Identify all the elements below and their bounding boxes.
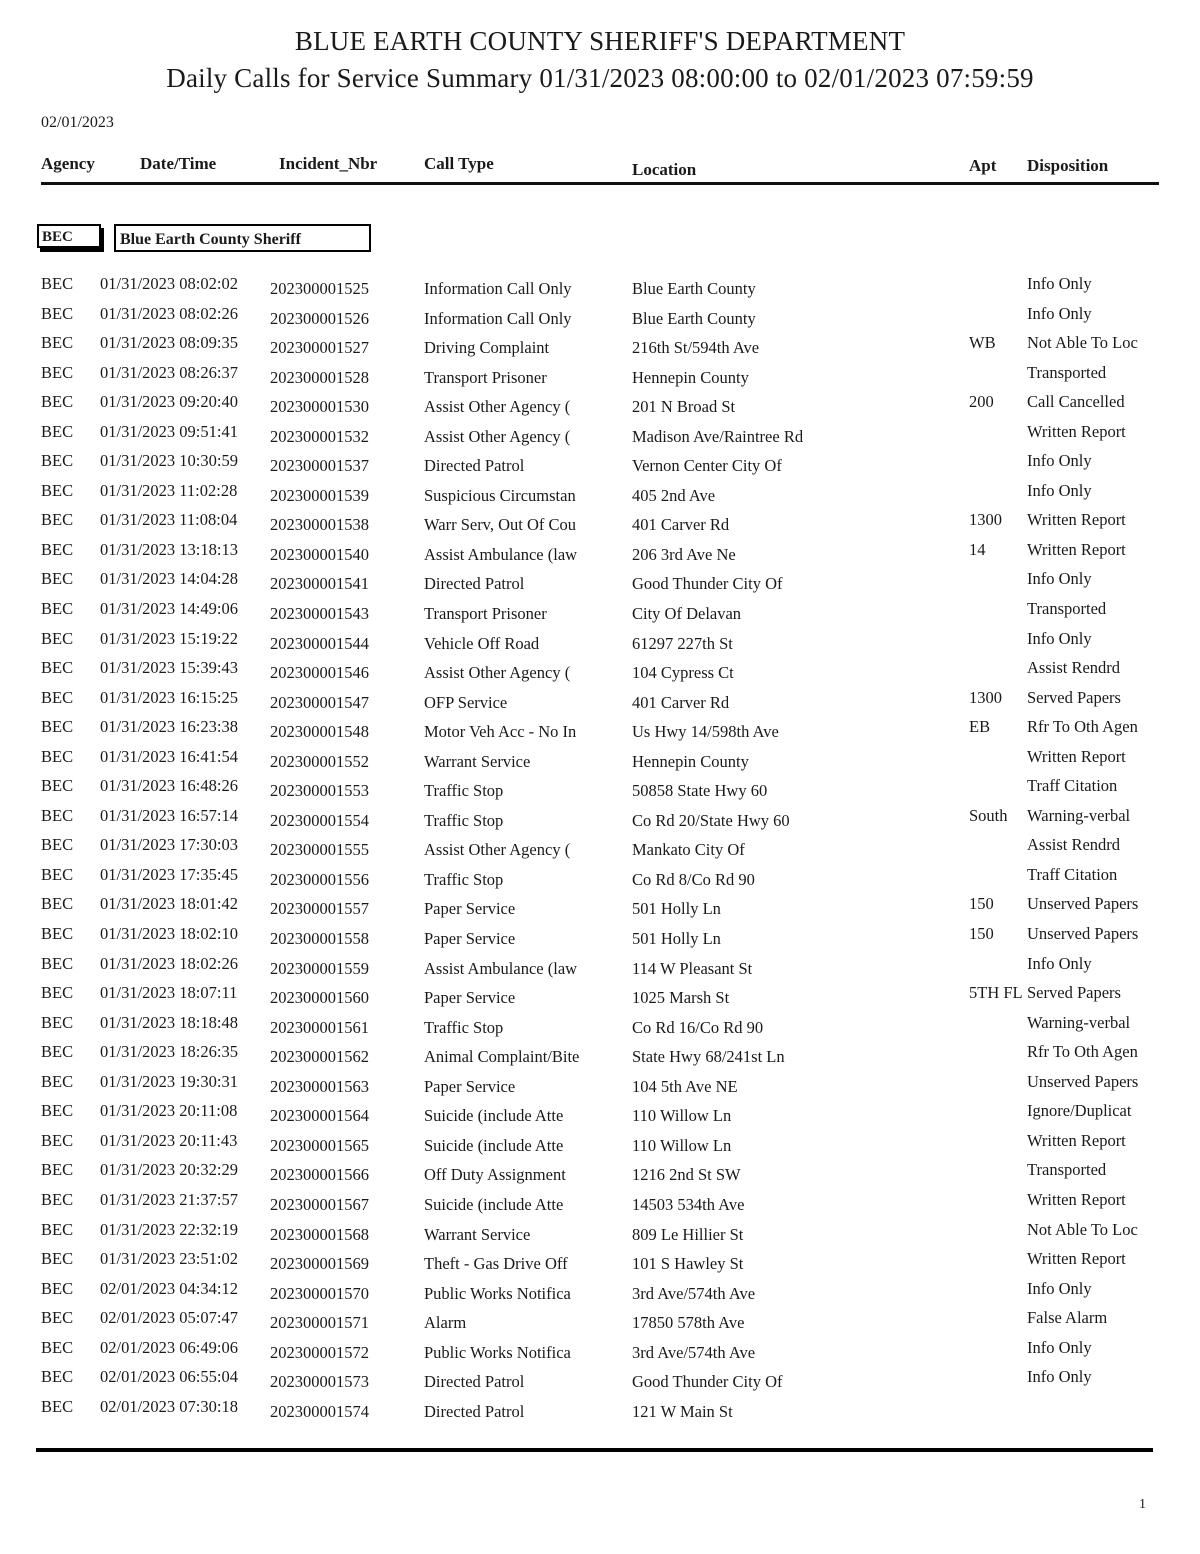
cell-incident: 202300001563 [270, 1076, 369, 1096]
cell-datetime: 01/31/2023 08:26:37 [100, 362, 238, 382]
cell-location: 110 Willow Ln [632, 1106, 732, 1126]
cell-datetime: 01/31/2023 11:08:04 [100, 510, 238, 530]
cell-disposition: Written Report [1027, 421, 1126, 441]
agency-name-box: Blue Earth County Sheriff [114, 224, 371, 252]
cell-disposition: Written Report [1027, 539, 1126, 559]
cell-disposition: Not Able To Loc [1027, 1219, 1138, 1239]
table-row [0, 1131, 1200, 1161]
table-row [0, 658, 1200, 688]
cell-agency: BEC [41, 805, 74, 825]
cell-location: 3rd Ave/574th Ave [632, 1342, 756, 1362]
table-row [0, 1042, 1200, 1072]
cell-disposition: Info Only [1027, 569, 1092, 589]
cell-location: 401 Carver Rd [632, 692, 730, 712]
table-row [0, 510, 1200, 540]
cell-call-type: Assist Other Agency ( [424, 397, 571, 417]
table-row [0, 983, 1200, 1013]
cell-agency: BEC [41, 1160, 74, 1180]
cell-datetime: 01/31/2023 18:02:26 [100, 953, 238, 973]
cell-datetime: 02/01/2023 07:30:18 [100, 1396, 238, 1416]
cell-incident: 202300001528 [270, 367, 369, 387]
cell-datetime: 01/31/2023 22:32:19 [100, 1219, 238, 1239]
cell-location: 809 Le Hillier St [632, 1224, 744, 1244]
footer-divider [36, 1448, 1153, 1452]
cell-agency: BEC [41, 1396, 74, 1416]
table-row [0, 776, 1200, 806]
table-row [0, 1220, 1200, 1250]
cell-datetime: 01/31/2023 23:51:02 [100, 1249, 238, 1269]
cell-datetime: 01/31/2023 08:02:02 [100, 274, 238, 293]
cell-disposition: Not Able To Loc [1027, 333, 1138, 353]
cell-location: Co Rd 8/Co Rd 90 [632, 869, 755, 889]
cell-disposition: Served Papers [1027, 983, 1121, 1003]
cell-disposition: Written Report [1027, 1249, 1126, 1269]
cell-call-type: Directed Patrol [424, 1372, 525, 1392]
cell-disposition: Info Only [1027, 1278, 1092, 1298]
cell-datetime: 01/31/2023 13:18:13 [100, 539, 238, 559]
cell-datetime: 01/31/2023 16:15:25 [100, 687, 238, 707]
cell-datetime: 02/01/2023 04:34:12 [100, 1278, 238, 1298]
table-row [0, 363, 1200, 393]
cell-call-type: Traffic Stop [424, 1017, 504, 1037]
cell-disposition: Unserved Papers [1027, 1071, 1139, 1091]
cell-location: 104 5th Ave NE [632, 1076, 738, 1096]
cell-location: 17850 578th Ave [632, 1313, 745, 1333]
cell-incident: 202300001558 [270, 929, 369, 949]
cell-location: Blue Earth County [632, 279, 756, 298]
cell-agency: BEC [41, 1278, 74, 1298]
cell-incident: 202300001569 [270, 1254, 369, 1274]
cell-call-type: Vehicle Off Road [424, 633, 540, 653]
cell-agency: BEC [41, 1308, 74, 1328]
cell-incident: 202300001566 [270, 1165, 369, 1185]
cell-agency: BEC [41, 274, 74, 293]
cell-agency: BEC [41, 628, 74, 648]
cell-disposition: Assist Rendrd [1027, 835, 1121, 855]
cell-disposition: Unserved Papers [1027, 894, 1139, 914]
cell-disposition: Traff Citation [1027, 864, 1118, 884]
cell-agency: BEC [41, 835, 74, 855]
cell-disposition: Info Only [1027, 480, 1092, 500]
cell-location: Mankato City Of [632, 840, 745, 860]
cell-call-type: Suspicious Circumstan [424, 485, 576, 505]
cell-incident: 202300001552 [270, 751, 369, 771]
header-location: Location [632, 160, 697, 179]
cell-location: 104 Cypress Ct [632, 663, 734, 683]
cell-call-type: Animal Complaint/Bite [424, 1047, 580, 1067]
cell-datetime: 02/01/2023 06:55:04 [100, 1367, 238, 1387]
cell-incident: 202300001554 [270, 810, 369, 830]
cell-call-type: Traffic Stop [424, 810, 504, 830]
cell-disposition: Written Report [1027, 746, 1126, 766]
table-row [0, 1367, 1200, 1397]
cell-location: Hennepin County [632, 751, 749, 771]
table-row [0, 481, 1200, 511]
cell-apt: 1300 [969, 510, 1002, 530]
cell-incident: 202300001573 [270, 1372, 369, 1392]
cell-call-type: Paper Service [424, 988, 516, 1008]
cell-incident: 202300001547 [270, 692, 369, 712]
cell-datetime: 02/01/2023 05:07:47 [100, 1308, 238, 1328]
cell-location: 1216 2nd St SW [632, 1165, 741, 1185]
table-row [0, 392, 1200, 422]
cell-disposition: Info Only [1027, 303, 1092, 323]
table-row [0, 924, 1200, 954]
table-row [0, 304, 1200, 334]
table-row [0, 422, 1200, 452]
cell-incident: 202300001574 [270, 1401, 369, 1421]
cell-datetime: 01/31/2023 15:39:43 [100, 658, 238, 678]
cell-call-type: Information Call Only [424, 279, 572, 298]
cell-agency: BEC [41, 864, 74, 884]
header-datetime: Date/Time [140, 154, 217, 173]
cell-call-type: Directed Patrol [424, 574, 525, 594]
cell-agency: BEC [41, 983, 74, 1003]
cell-datetime: 01/31/2023 16:23:38 [100, 717, 238, 737]
cell-agency: BEC [41, 924, 74, 944]
header-apt: Apt [969, 156, 997, 175]
header-divider [41, 182, 1159, 185]
table-row [0, 333, 1200, 363]
cell-location: State Hwy 68/241st Ln [632, 1047, 785, 1067]
table-row [0, 835, 1200, 865]
cell-location: 121 W Main St [632, 1401, 733, 1421]
cell-incident: 202300001570 [270, 1283, 369, 1303]
cell-location: City Of Delavan [632, 604, 742, 624]
cell-call-type: Directed Patrol [424, 456, 525, 476]
cell-incident: 202300001568 [270, 1224, 369, 1244]
cell-apt: 150 [969, 924, 994, 944]
cell-location: 1025 Marsh St [632, 988, 730, 1008]
cell-call-type: Suicide (include Atte [424, 1135, 564, 1155]
cell-agency: BEC [41, 746, 74, 766]
cell-call-type: Driving Complaint [424, 338, 550, 358]
cell-location: 405 2nd Ave [632, 485, 716, 505]
cell-incident: 202300001539 [270, 485, 369, 505]
table-row [0, 954, 1200, 984]
cell-location: 114 W Pleasant St [632, 958, 753, 978]
cell-call-type: Suicide (include Atte [424, 1194, 564, 1214]
cell-datetime: 02/01/2023 06:49:06 [100, 1337, 238, 1357]
cell-incident: 202300001537 [270, 456, 369, 476]
cell-call-type: Theft - Gas Drive Off [424, 1254, 568, 1274]
cell-location: Vernon Center City Of [632, 456, 782, 476]
table-row [0, 629, 1200, 659]
cell-location: 3rd Ave/574th Ave [632, 1283, 756, 1303]
cell-call-type: Assist Other Agency ( [424, 663, 571, 683]
cell-disposition: Written Report [1027, 1189, 1126, 1209]
cell-call-type: Alarm [424, 1313, 467, 1333]
cell-agency: BEC [41, 687, 74, 707]
cell-incident: 202300001527 [270, 338, 369, 358]
cell-call-type: Traffic Stop [424, 781, 504, 801]
cell-incident: 202300001561 [270, 1017, 369, 1037]
cell-apt: EB [969, 717, 991, 737]
table-row [0, 540, 1200, 570]
cell-disposition: Info Only [1027, 628, 1092, 648]
table-row [0, 1338, 1200, 1368]
cell-datetime: 01/31/2023 14:04:28 [100, 569, 238, 589]
cell-agency: BEC [41, 1130, 74, 1150]
cell-agency: BEC [41, 953, 74, 973]
cell-location: 14503 534th Ave [632, 1194, 745, 1214]
print-date: 02/01/2023 [41, 114, 114, 131]
cell-disposition: Unserved Papers [1027, 924, 1139, 944]
table-row [0, 747, 1200, 777]
cell-apt: 14 [969, 539, 986, 559]
cell-incident: 202300001544 [270, 633, 369, 653]
cell-call-type: Directed Patrol [424, 1401, 525, 1421]
cell-incident: 202300001526 [270, 308, 369, 328]
cell-location: Good Thunder City Of [632, 574, 783, 594]
cell-location: 201 N Broad St [632, 397, 736, 417]
calls-table [0, 274, 1200, 1426]
cell-location: Hennepin County [632, 367, 749, 387]
cell-datetime: 01/31/2023 18:01:42 [100, 894, 238, 914]
cell-agency: BEC [41, 1337, 74, 1357]
table-row [0, 274, 1200, 304]
cell-call-type: Public Works Notifica [424, 1342, 571, 1362]
cell-agency: BEC [41, 1012, 74, 1032]
cell-disposition: Transported [1027, 362, 1107, 382]
cell-apt: 5TH FL [969, 983, 1023, 1003]
cell-incident: 202300001548 [270, 722, 369, 742]
table-row [0, 451, 1200, 481]
cell-agency: BEC [41, 333, 74, 353]
cell-location: 501 Holly Ln [632, 899, 721, 919]
cell-agency: BEC [41, 1042, 74, 1062]
cell-datetime: 01/31/2023 08:09:35 [100, 333, 238, 353]
cell-call-type: Off Duty Assignment [424, 1165, 566, 1185]
table-row [0, 717, 1200, 747]
cell-datetime: 01/31/2023 20:11:08 [100, 1101, 238, 1121]
cell-location: 61297 227th St [632, 633, 733, 653]
table-row [0, 1279, 1200, 1309]
cell-agency: BEC [41, 894, 74, 914]
cell-apt: South [969, 805, 1008, 825]
cell-incident: 202300001540 [270, 544, 369, 564]
cell-datetime: 01/31/2023 16:41:54 [100, 746, 238, 766]
table-row [0, 806, 1200, 836]
cell-call-type: Warr Serv, Out Of Cou [424, 515, 577, 535]
cell-datetime: 01/31/2023 16:57:14 [100, 805, 238, 825]
cell-disposition: Transported [1027, 1160, 1107, 1180]
cell-call-type: Warrant Service [424, 751, 531, 771]
table-row [0, 1101, 1200, 1131]
cell-datetime: 01/31/2023 21:37:57 [100, 1189, 238, 1209]
cell-disposition: Info Only [1027, 1337, 1092, 1357]
cell-call-type: Paper Service [424, 929, 516, 949]
cell-incident: 202300001559 [270, 958, 369, 978]
table-row [0, 599, 1200, 629]
cell-agency: BEC [41, 658, 74, 678]
table-row [0, 894, 1200, 924]
table-row [0, 1249, 1200, 1279]
cell-apt: 150 [969, 894, 994, 914]
table-row [0, 865, 1200, 895]
cell-agency: BEC [41, 1101, 74, 1121]
cell-incident: 202300001571 [270, 1313, 369, 1333]
cell-incident: 202300001556 [270, 869, 369, 889]
cell-agency: BEC [41, 1367, 74, 1387]
cell-incident: 202300001564 [270, 1106, 369, 1126]
cell-call-type: Assist Ambulance (law [424, 958, 578, 978]
cell-call-type: Public Works Notifica [424, 1283, 571, 1303]
cell-disposition: Served Papers [1027, 687, 1121, 707]
cell-disposition: Traff Citation [1027, 776, 1118, 796]
header-agency: Agency [41, 154, 95, 173]
cell-datetime: 01/31/2023 14:49:06 [100, 599, 238, 619]
cell-incident: 202300001546 [270, 663, 369, 683]
cell-incident: 202300001538 [270, 515, 369, 535]
cell-datetime: 01/31/2023 09:51:41 [100, 421, 238, 441]
cell-disposition: Written Report [1027, 1130, 1126, 1150]
cell-incident: 202300001525 [270, 279, 369, 298]
cell-location: Blue Earth County [632, 308, 756, 328]
cell-location: 501 Holly Ln [632, 929, 721, 949]
report-subtitle: Daily Calls for Service Summary 01/31/2023 08:00:00 to 02/01/2023 07:59:59 [166, 63, 1034, 93]
table-row [0, 569, 1200, 599]
table-row [0, 1190, 1200, 1220]
cell-datetime: 01/31/2023 17:30:03 [100, 835, 238, 855]
cell-call-type: Assist Ambulance (law [424, 544, 578, 564]
table-row [0, 1013, 1200, 1043]
cell-location: 50858 State Hwy 60 [632, 781, 768, 801]
cell-location: 101 S Hawley St [632, 1254, 744, 1274]
cell-location: 206 3rd Ave Ne [632, 544, 736, 564]
cell-call-type: OFP Service [424, 692, 508, 712]
cell-call-type: Paper Service [424, 899, 516, 919]
cell-incident: 202300001530 [270, 397, 369, 417]
cell-disposition: Rfr To Oth Agen [1027, 1042, 1138, 1062]
cell-incident: 202300001541 [270, 574, 369, 594]
cell-location: 110 Willow Ln [632, 1135, 732, 1155]
cell-call-type: Information Call Only [424, 308, 572, 328]
cell-agency: BEC [41, 599, 74, 619]
cell-location: 216th St/594th Ave [632, 338, 760, 358]
cell-disposition: False Alarm [1027, 1308, 1108, 1328]
cell-agency: BEC [41, 303, 74, 323]
cell-apt: 1300 [969, 687, 1002, 707]
cell-agency: BEC [41, 451, 74, 471]
cell-disposition: Warning-verbal [1027, 805, 1131, 825]
table-row [0, 688, 1200, 718]
cell-agency: BEC [41, 539, 74, 559]
cell-agency: BEC [41, 421, 74, 441]
cell-agency: BEC [41, 362, 74, 382]
cell-disposition: Info Only [1027, 451, 1092, 471]
cell-call-type: Transport Prisoner [424, 604, 547, 624]
cell-datetime: 01/31/2023 18:02:10 [100, 924, 238, 944]
cell-datetime: 01/31/2023 10:30:59 [100, 451, 238, 471]
cell-call-type: Suicide (include Atte [424, 1106, 564, 1126]
cell-disposition: Ignore/Duplicat [1027, 1101, 1132, 1121]
agency-code-box: BEC [37, 224, 101, 248]
cell-call-type: Traffic Stop [424, 869, 504, 889]
cell-call-type: Transport Prisoner [424, 367, 547, 387]
cell-disposition: Written Report [1027, 510, 1126, 530]
cell-datetime: 01/31/2023 09:20:40 [100, 392, 238, 412]
cell-datetime: 01/31/2023 11:02:28 [100, 480, 238, 500]
cell-disposition: Assist Rendrd [1027, 658, 1121, 678]
cell-datetime: 01/31/2023 17:35:45 [100, 864, 238, 884]
cell-incident: 202300001555 [270, 840, 369, 860]
cell-incident: 202300001572 [270, 1342, 369, 1362]
report-title: BLUE EARTH COUNTY SHERIFF'S DEPARTMENT [294, 26, 906, 56]
cell-incident: 202300001567 [270, 1194, 369, 1214]
cell-call-type: Motor Veh Acc - No In [424, 722, 577, 742]
cell-datetime: 01/31/2023 19:30:31 [100, 1071, 238, 1091]
cell-agency: BEC [41, 392, 74, 412]
cell-apt: WB [969, 333, 996, 353]
cell-agency: BEC [41, 1249, 74, 1269]
table-row [0, 1308, 1200, 1338]
cell-call-type: Assist Other Agency ( [424, 426, 571, 446]
cell-datetime: 01/31/2023 18:18:48 [100, 1012, 238, 1032]
cell-datetime: 01/31/2023 18:07:11 [100, 983, 238, 1003]
cell-incident: 202300001565 [270, 1135, 369, 1155]
header-call-type: Call Type [424, 154, 494, 173]
cell-datetime: 01/31/2023 18:26:35 [100, 1042, 238, 1062]
cell-call-type: Warrant Service [424, 1224, 531, 1244]
cell-disposition: Info Only [1027, 1367, 1092, 1387]
cell-apt: 200 [969, 392, 994, 412]
table-row [0, 1160, 1200, 1190]
header-disposition: Disposition [1027, 156, 1109, 175]
cell-agency: BEC [41, 1189, 74, 1209]
cell-datetime: 01/31/2023 16:48:26 [100, 776, 238, 796]
table-row [0, 1397, 1200, 1427]
table-row [0, 1072, 1200, 1102]
cell-incident: 202300001532 [270, 426, 369, 446]
cell-disposition: Rfr To Oth Agen [1027, 717, 1138, 737]
header-incident: Incident_Nbr [279, 154, 378, 173]
cell-call-type: Paper Service [424, 1076, 516, 1096]
cell-disposition: Info Only [1027, 274, 1092, 293]
cell-incident: 202300001553 [270, 781, 369, 801]
cell-incident: 202300001560 [270, 988, 369, 1008]
cell-incident: 202300001562 [270, 1047, 369, 1067]
cell-incident: 202300001557 [270, 899, 369, 919]
cell-disposition: Call Cancelled [1027, 392, 1125, 412]
cell-call-type: Assist Other Agency ( [424, 840, 571, 860]
cell-location: Co Rd 16/Co Rd 90 [632, 1017, 764, 1037]
cell-location: Co Rd 20/State Hwy 60 [632, 810, 790, 830]
cell-agency: BEC [41, 717, 74, 737]
cell-incident: 202300001543 [270, 604, 369, 624]
cell-datetime: 01/31/2023 20:11:43 [100, 1130, 238, 1150]
cell-datetime: 01/31/2023 08:02:26 [100, 303, 238, 323]
cell-datetime: 01/31/2023 20:32:29 [100, 1160, 238, 1180]
cell-disposition: Transported [1027, 599, 1107, 619]
cell-agency: BEC [41, 510, 74, 530]
cell-agency: BEC [41, 776, 74, 796]
cell-location: 401 Carver Rd [632, 515, 730, 535]
cell-location: Good Thunder City Of [632, 1372, 783, 1392]
cell-agency: BEC [41, 569, 74, 589]
cell-agency: BEC [41, 480, 74, 500]
cell-disposition: Info Only [1027, 953, 1092, 973]
page-number: 1 [1139, 1497, 1146, 1512]
cell-agency: BEC [41, 1219, 74, 1239]
cell-agency: BEC [41, 1071, 74, 1091]
cell-location: Us Hwy 14/598th Ave [632, 722, 779, 742]
cell-datetime: 01/31/2023 15:19:22 [100, 628, 238, 648]
cell-location: Madison Ave/Raintree Rd [632, 426, 804, 446]
cell-disposition: Warning-verbal [1027, 1012, 1131, 1032]
